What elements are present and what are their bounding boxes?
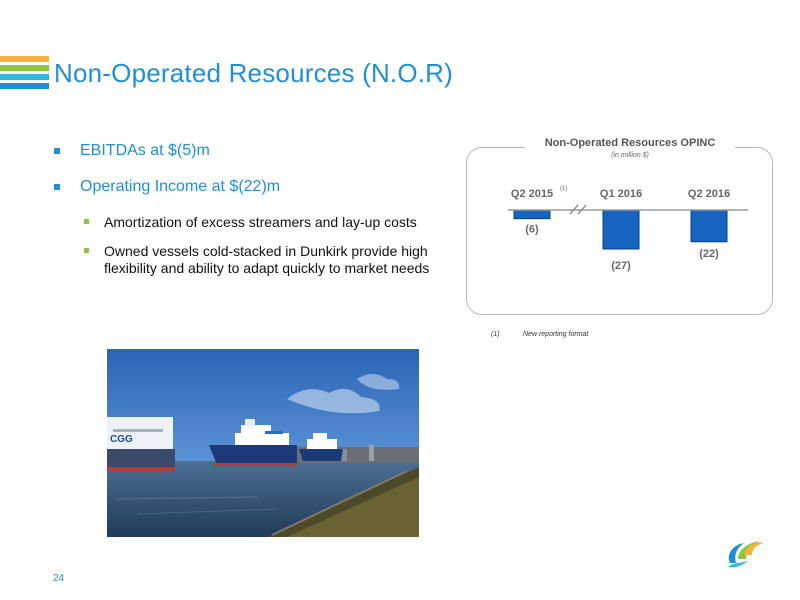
bullet-marker (54, 148, 60, 154)
vessels-photo (107, 349, 419, 537)
bullet-text: Operating Income at $(22)m (80, 178, 281, 195)
data-label: (27) (611, 260, 631, 272)
data-label: (22) (699, 247, 719, 260)
opinc-bar-chart (466, 147, 773, 315)
chart-subtitle: (in million $) (611, 152, 649, 159)
bar (514, 210, 550, 219)
bullet-ebitda (54, 142, 444, 160)
sub-bullet-text: Amortization of excess streamers and lay-up costs (104, 214, 417, 230)
footnote-number: (1) (491, 331, 500, 338)
bullet-text: EBITDAs at $(5)m (80, 142, 210, 159)
hull-text: CGG (110, 434, 133, 445)
bullet-operating-income (54, 178, 444, 196)
category-note: (1) (560, 186, 568, 192)
sub-bullet-vessels (54, 243, 434, 277)
bullet-marker (54, 184, 60, 190)
x-tick-label: Q2 2016 (687, 188, 731, 200)
bar (691, 210, 727, 242)
stripe-green (0, 65, 49, 71)
bar (603, 210, 639, 249)
x-tick-label: Q1 2016 (599, 188, 643, 200)
x-tick-label: Q2 2015 (510, 188, 554, 200)
stripe-orange (0, 56, 49, 62)
company-logo (722, 533, 766, 569)
sub-bullet-marker (84, 219, 89, 224)
sub-bullet-amortization (54, 214, 434, 231)
footnote-text: New reporting format (523, 331, 589, 338)
stripe-light-blue (0, 74, 49, 80)
data-label: (6) (525, 223, 539, 236)
page-title: Non-Operated Resources (N.O.R) (54, 58, 454, 88)
chart-title: Non-Operated Resources OPINC (525, 137, 735, 149)
ship-left (107, 417, 175, 471)
page-number: 24 (53, 573, 65, 584)
sub-bullet-text: Owned vessels cold-stacked in Dunkirk provide high flexibility and ability to adapt quickly to market needs (104, 243, 430, 276)
sub-bullet-marker (84, 248, 89, 253)
bullet-list (54, 142, 444, 289)
stripe-blue (0, 83, 49, 89)
title-stripes (0, 56, 49, 92)
